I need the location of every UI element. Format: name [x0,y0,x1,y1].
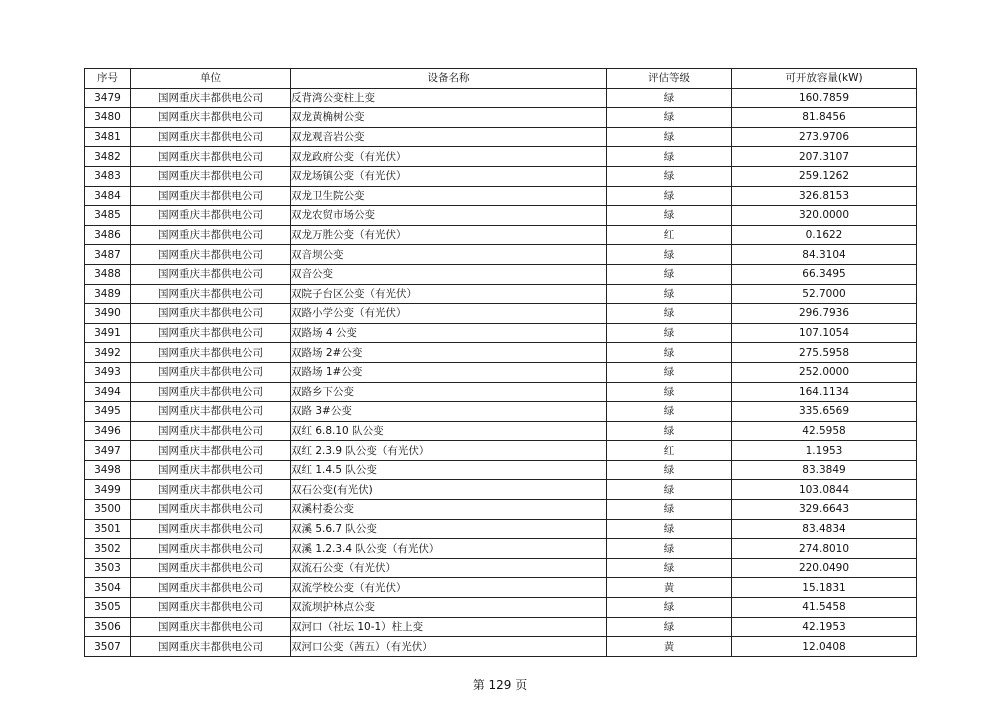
page-number: 第 129 页 [472,678,528,692]
row-rating: 红 [607,225,732,245]
row-device-name: 双溪 1.2.3.4 队公变（有光伏） [291,539,607,559]
row-capacity: 66.3495 [732,264,917,284]
row-unit: 国网重庆丰都供电公司 [131,323,291,343]
row-seq: 3506 [85,617,131,637]
row-device-name: 双溪村委公变 [291,500,607,520]
row-rating: 绿 [607,186,732,206]
row-device-name: 双路小学公变（有光伏） [291,304,607,324]
row-unit: 国网重庆丰都供电公司 [131,284,291,304]
table-row [85,108,917,128]
table-row [85,225,917,245]
row-unit: 国网重庆丰都供电公司 [131,206,291,226]
row-seq: 3498 [85,460,131,480]
table-row [85,637,917,657]
row-capacity: 207.3107 [732,147,917,167]
row-rating: 绿 [607,519,732,539]
row-unit: 国网重庆丰都供电公司 [131,147,291,167]
row-rating: 绿 [607,127,732,147]
table-row [85,127,917,147]
row-device-name: 双流石公变（有光伏） [291,558,607,578]
row-rating: 绿 [607,284,732,304]
row-unit: 国网重庆丰都供电公司 [131,186,291,206]
table-row [85,166,917,186]
row-rating: 绿 [607,108,732,128]
row-seq: 3487 [85,245,131,265]
table-row [85,578,917,598]
row-capacity: 42.5958 [732,421,917,441]
row-rating: 绿 [607,539,732,559]
row-device-name: 双音公变 [291,264,607,284]
row-device-name: 双石公变(有光伏) [291,480,607,500]
row-rating: 绿 [607,166,732,186]
table-header-row [85,69,917,89]
row-unit: 国网重庆丰都供电公司 [131,421,291,441]
row-rating: 绿 [607,206,732,226]
row-capacity: 83.4834 [732,519,917,539]
row-device-name: 双龙黄桷树公变 [291,108,607,128]
row-unit: 国网重庆丰都供电公司 [131,304,291,324]
row-seq: 3485 [85,206,131,226]
row-capacity: 0.1622 [732,225,917,245]
row-rating: 绿 [607,480,732,500]
row-seq: 3497 [85,441,131,461]
row-unit: 国网重庆丰都供电公司 [131,617,291,637]
row-seq: 3499 [85,480,131,500]
row-unit: 国网重庆丰都供电公司 [131,88,291,108]
capacity-table [84,68,917,657]
table-row [85,245,917,265]
row-seq: 3493 [85,362,131,382]
row-seq: 3484 [85,186,131,206]
table-row [85,598,917,618]
row-device-name: 双红 2.3.9 队公变（有光伏） [291,441,607,461]
row-capacity: 329.6643 [732,500,917,520]
row-unit: 国网重庆丰都供电公司 [131,343,291,363]
row-rating: 绿 [607,245,732,265]
row-rating: 黄 [607,578,732,598]
row-rating: 绿 [607,304,732,324]
header-device-name: 设备名称 [291,69,607,89]
table-row [85,558,917,578]
header-rating: 评估等级 [607,69,732,89]
row-seq: 3480 [85,108,131,128]
row-seq: 3479 [85,88,131,108]
row-seq: 3491 [85,323,131,343]
row-capacity: 252.0000 [732,362,917,382]
row-rating: 绿 [607,558,732,578]
row-device-name: 双院子台区公变（有光伏） [291,284,607,304]
row-capacity: 164.1134 [732,382,917,402]
row-capacity: 15.1831 [732,578,917,598]
row-unit: 国网重庆丰都供电公司 [131,578,291,598]
row-device-name: 双龙政府公变（有光伏） [291,147,607,167]
row-unit: 国网重庆丰都供电公司 [131,480,291,500]
table-body [85,88,917,656]
row-rating: 绿 [607,500,732,520]
row-device-name: 双龙农贸市场公变 [291,206,607,226]
row-capacity: 273.9706 [732,127,917,147]
row-seq: 3504 [85,578,131,598]
row-device-name: 双龙万胜公变（有光伏） [291,225,607,245]
row-unit: 国网重庆丰都供电公司 [131,402,291,422]
table-row [85,402,917,422]
row-capacity: 296.7936 [732,304,917,324]
table-row [85,480,917,500]
row-rating: 红 [607,441,732,461]
row-rating: 绿 [607,147,732,167]
row-seq: 3489 [85,284,131,304]
row-capacity: 326.8153 [732,186,917,206]
row-device-name: 双流坝护林点公变 [291,598,607,618]
table-row [85,304,917,324]
row-device-name: 双路 3#公变 [291,402,607,422]
row-rating: 绿 [607,421,732,441]
row-rating: 绿 [607,362,732,382]
row-unit: 国网重庆丰都供电公司 [131,225,291,245]
row-unit: 国网重庆丰都供电公司 [131,558,291,578]
row-unit: 国网重庆丰都供电公司 [131,245,291,265]
table-row [85,362,917,382]
row-seq: 3494 [85,382,131,402]
row-seq: 3500 [85,500,131,520]
row-rating: 绿 [607,343,732,363]
row-device-name: 双红 1.4.5 队公变 [291,460,607,480]
row-capacity: 160.7859 [732,88,917,108]
table-row [85,617,917,637]
table-row [85,460,917,480]
row-capacity: 274.8010 [732,539,917,559]
row-rating: 绿 [607,617,732,637]
row-seq: 3488 [85,264,131,284]
row-seq: 3505 [85,598,131,618]
row-capacity: 275.5958 [732,343,917,363]
row-capacity: 103.0844 [732,480,917,500]
row-device-name: 双路场 1#公变 [291,362,607,382]
row-seq: 3490 [85,304,131,324]
row-capacity: 84.3104 [732,245,917,265]
row-unit: 国网重庆丰都供电公司 [131,127,291,147]
row-unit: 国网重庆丰都供电公司 [131,108,291,128]
row-unit: 国网重庆丰都供电公司 [131,382,291,402]
row-device-name: 双龙场镇公变（有光伏） [291,166,607,186]
row-unit: 国网重庆丰都供电公司 [131,460,291,480]
row-device-name: 双路场 4 公变 [291,323,607,343]
row-seq: 3486 [85,225,131,245]
row-unit: 国网重庆丰都供电公司 [131,500,291,520]
table-row [85,88,917,108]
row-seq: 3481 [85,127,131,147]
row-device-name: 双流学校公变（有光伏） [291,578,607,598]
row-rating: 绿 [607,323,732,343]
row-capacity: 81.8456 [732,108,917,128]
row-seq: 3502 [85,539,131,559]
row-capacity: 42.1953 [732,617,917,637]
table-row [85,284,917,304]
row-seq: 3503 [85,558,131,578]
header-capacity: 可开放容量(kW) [732,69,917,89]
table-row [85,264,917,284]
row-unit: 国网重庆丰都供电公司 [131,519,291,539]
row-device-name: 双音坝公变 [291,245,607,265]
row-capacity: 107.1054 [732,323,917,343]
row-device-name: 双龙卫生院公变 [291,186,607,206]
table-row [85,421,917,441]
row-device-name: 反背湾公变柱上变 [291,88,607,108]
row-capacity: 83.3849 [732,460,917,480]
table-row [85,539,917,559]
row-seq: 3496 [85,421,131,441]
row-rating: 绿 [607,88,732,108]
row-rating: 黄 [607,637,732,657]
header-unit: 单位 [131,69,291,89]
row-device-name: 双龙观音岩公变 [291,127,607,147]
row-rating: 绿 [607,598,732,618]
row-unit: 国网重庆丰都供电公司 [131,264,291,284]
table-row [85,519,917,539]
row-rating: 绿 [607,264,732,284]
row-device-name: 双路乡下公变 [291,382,607,402]
row-device-name: 双溪 5.6.7 队公变 [291,519,607,539]
row-unit: 国网重庆丰都供电公司 [131,362,291,382]
row-seq: 3507 [85,637,131,657]
row-capacity: 41.5458 [732,598,917,618]
row-seq: 3492 [85,343,131,363]
row-rating: 绿 [607,460,732,480]
table-row [85,500,917,520]
table-row [85,343,917,363]
row-unit: 国网重庆丰都供电公司 [131,539,291,559]
row-seq: 3501 [85,519,131,539]
row-capacity: 259.1262 [732,166,917,186]
table-row [85,186,917,206]
row-capacity: 335.6569 [732,402,917,422]
row-seq: 3482 [85,147,131,167]
row-capacity: 320.0000 [732,206,917,226]
row-unit: 国网重庆丰都供电公司 [131,441,291,461]
row-unit: 国网重庆丰都供电公司 [131,598,291,618]
row-unit: 国网重庆丰都供电公司 [131,637,291,657]
row-rating: 绿 [607,402,732,422]
row-capacity: 52.7000 [732,284,917,304]
row-capacity: 220.0490 [732,558,917,578]
row-unit: 国网重庆丰都供电公司 [131,166,291,186]
row-device-name: 双河口（社坛 10-1）柱上变 [291,617,607,637]
table-row [85,147,917,167]
table-row [85,206,917,226]
table-row [85,323,917,343]
header-seq: 序号 [85,69,131,89]
row-rating: 绿 [607,382,732,402]
row-capacity: 1.1953 [732,441,917,461]
row-seq: 3483 [85,166,131,186]
row-device-name: 双红 6.8.10 队公变 [291,421,607,441]
row-capacity: 12.0408 [732,637,917,657]
row-device-name: 双河口公变（茜五）（有光伏） [291,637,607,657]
table-row [85,441,917,461]
table-row [85,382,917,402]
row-device-name: 双路场 2#公变 [291,343,607,363]
row-seq: 3495 [85,402,131,422]
